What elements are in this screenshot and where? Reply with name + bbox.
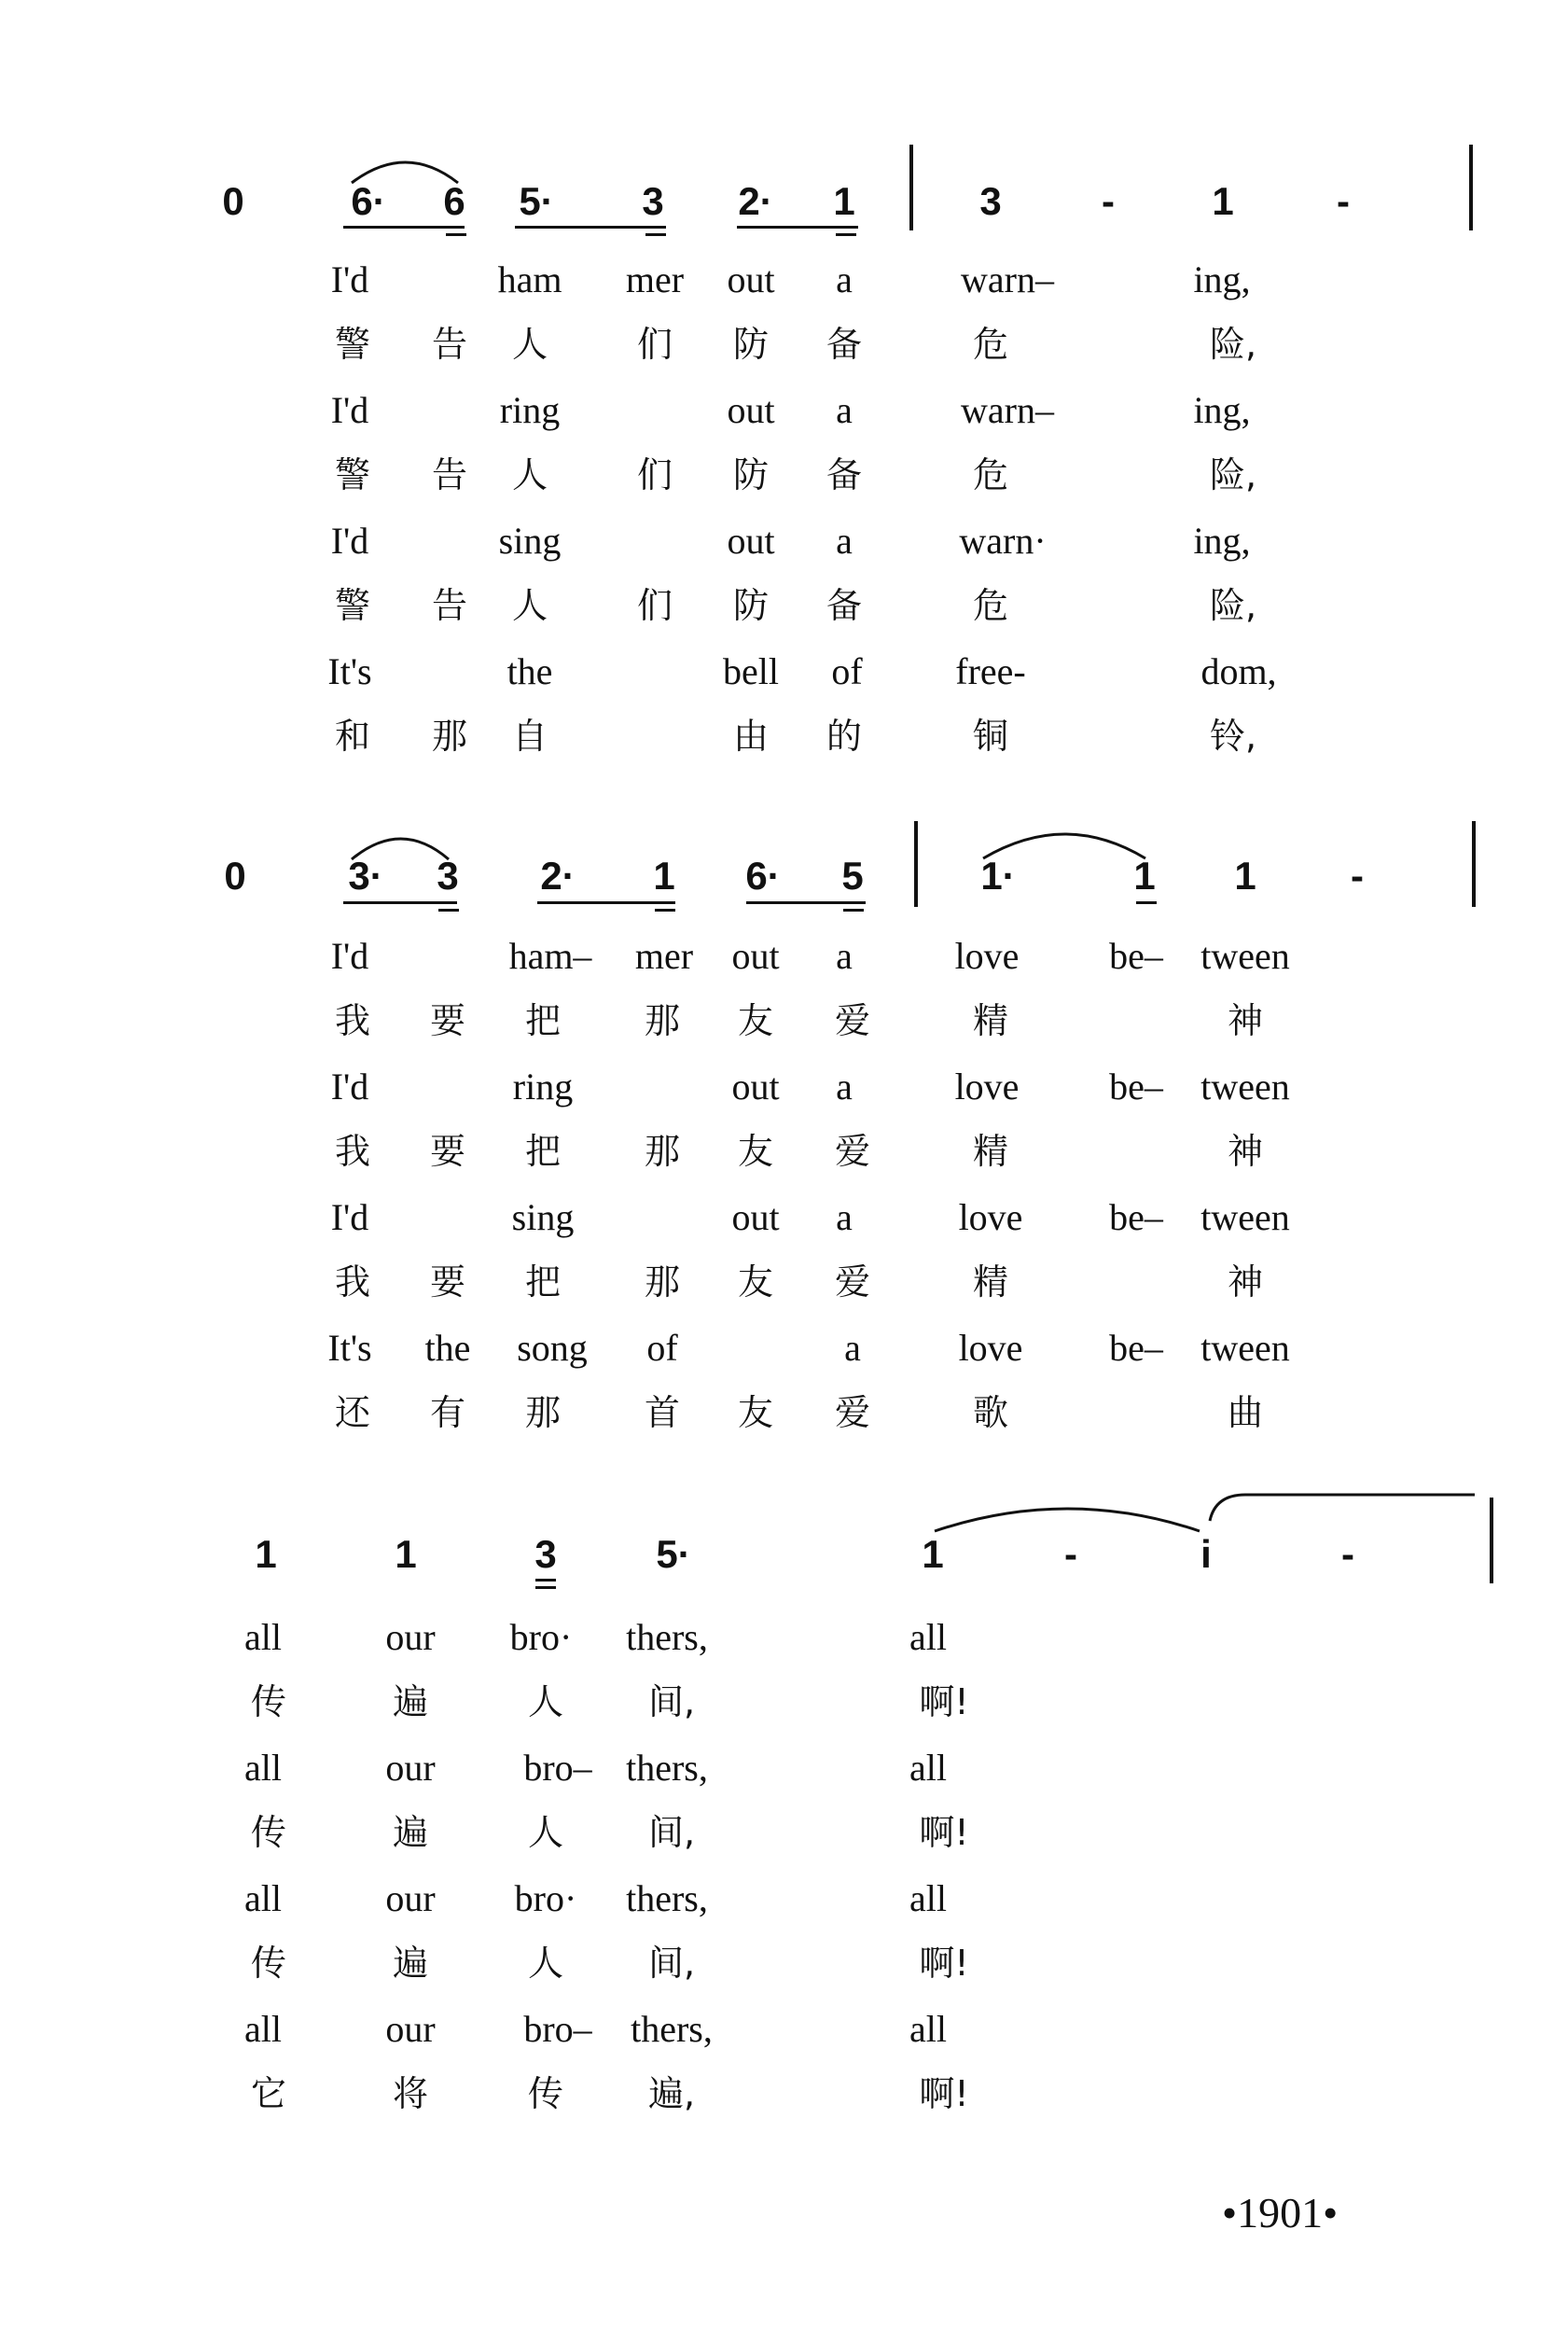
lyric: thers, <box>626 1877 708 1919</box>
lyric-zh: 神 <box>1227 1261 1264 1303</box>
lyric-zh: 有 <box>429 1392 466 1433</box>
lyric-zh: 那 <box>524 1392 562 1433</box>
note: 1 <box>1234 854 1256 898</box>
lyric-zh: 传 <box>250 1681 287 1722</box>
lyric-zh: 警 <box>334 585 371 626</box>
lyric-zh: 们 <box>636 585 673 626</box>
lyric: all <box>244 1877 282 1919</box>
lyric-zh: 要 <box>429 1131 466 1172</box>
lyric-zh: 铜 <box>972 716 1009 757</box>
beam-underline <box>737 226 858 229</box>
lyric: out <box>727 520 775 562</box>
lyric: ham– <box>508 935 592 977</box>
note: 6· <box>351 179 386 223</box>
lyric-zh: 把 <box>524 1261 562 1303</box>
lyric: all <box>244 1747 282 1789</box>
lyric-zh: 防 <box>732 324 770 365</box>
lyric-zh: 那 <box>431 716 468 757</box>
lyric: tween <box>1200 1327 1290 1369</box>
lyric: all <box>244 1616 282 1658</box>
lyric-zh: 传 <box>250 1812 287 1853</box>
lyric-zh: 备 <box>826 585 863 626</box>
note: 1 <box>395 1532 417 1576</box>
lyric-zh: 那 <box>644 1261 681 1303</box>
beam-underline <box>515 226 666 229</box>
note: 3· <box>348 854 383 898</box>
lyric-zh: 它 <box>250 2073 287 2114</box>
lyric: thers, <box>626 1747 708 1789</box>
note: 5 <box>841 854 864 898</box>
lyric: I'd <box>330 389 369 431</box>
lyric: bro· <box>514 1877 577 1919</box>
lyric-zh: 危 <box>972 324 1009 365</box>
lyric-zh: 铃, <box>1209 716 1257 757</box>
lyric: tween <box>1200 1196 1290 1238</box>
lyric-zh: 传 <box>250 1943 287 1984</box>
lyric: love <box>958 1196 1023 1238</box>
tie-arc <box>1208 1491 1478 1528</box>
lyric: of <box>646 1327 678 1369</box>
lyric: ing, <box>1193 520 1251 562</box>
note: i <box>1200 1532 1212 1576</box>
lyric-zh: 人 <box>511 454 548 495</box>
lyric: out <box>731 935 780 977</box>
lyric: sing <box>511 1196 575 1238</box>
lyric: out <box>731 1066 780 1108</box>
lyric: of <box>831 650 863 692</box>
lyric: love <box>954 1066 1020 1108</box>
lyric: sing <box>498 520 562 562</box>
lyric: tween <box>1200 935 1290 977</box>
lyric-zh: 备 <box>826 324 863 365</box>
note: - <box>1102 179 1115 223</box>
note: 3 <box>437 854 459 898</box>
beam-underline <box>535 1579 556 1582</box>
beam-underline <box>343 901 457 904</box>
lyric-zh: 间, <box>647 1681 696 1722</box>
lyric: warn· <box>959 520 1047 562</box>
lyric: mer <box>625 258 685 300</box>
lyric: ham <box>497 258 562 300</box>
lyric: our <box>385 1616 436 1658</box>
lyric-zh: 遍 <box>392 1812 429 1853</box>
beam-underline <box>836 233 856 236</box>
lyric-zh: 们 <box>636 454 673 495</box>
lyric: It's <box>327 1327 372 1369</box>
barline <box>909 145 913 230</box>
lyric: bro– <box>523 2008 592 2050</box>
lyric-zh: 遍 <box>392 1681 429 1722</box>
note: 5· <box>656 1532 691 1576</box>
lyric: love <box>958 1327 1023 1369</box>
lyric-zh: 我 <box>334 1261 371 1303</box>
lyric-zh: 神 <box>1227 1000 1264 1041</box>
lyric-zh: 间, <box>647 1943 696 1984</box>
lyric-zh: 人 <box>527 1943 564 1984</box>
lyric: thers, <box>631 2008 713 2050</box>
lyric: be– <box>1109 1066 1163 1108</box>
note: 1 <box>653 854 675 898</box>
lyric-zh: 我 <box>334 1000 371 1041</box>
lyric: song <box>517 1327 588 1369</box>
lyric-zh: 精 <box>972 1131 1009 1172</box>
lyric: our <box>385 2008 436 2050</box>
lyric-zh: 啊! <box>919 2073 969 2114</box>
barline <box>914 821 918 907</box>
lyric: a <box>836 520 853 562</box>
lyric-zh: 爱 <box>834 1261 871 1303</box>
beam-underline <box>343 226 465 229</box>
lyric-zh: 告 <box>431 585 468 626</box>
note: - <box>1064 1532 1077 1576</box>
lyric-zh: 间, <box>647 1812 696 1853</box>
note: 0 <box>222 179 244 223</box>
lyric-zh: 精 <box>972 1261 1009 1303</box>
lyric: all <box>909 1877 947 1919</box>
lyric-zh: 险, <box>1209 454 1257 495</box>
lyric: bell <box>723 650 779 692</box>
note: 1 <box>833 179 855 223</box>
lyric-zh: 友 <box>737 1261 774 1303</box>
note: 1 <box>255 1532 277 1576</box>
lyric-zh: 和 <box>334 716 371 757</box>
lyric-zh: 人 <box>527 1812 564 1853</box>
lyric-zh: 爱 <box>834 1000 871 1041</box>
lyric-zh: 险, <box>1209 324 1257 365</box>
lyric: warn– <box>961 258 1054 300</box>
beam-underline <box>746 901 866 904</box>
lyric-zh: 将 <box>392 2073 429 2114</box>
lyric: a <box>836 389 853 431</box>
note: - <box>1337 179 1350 223</box>
note: 0 <box>224 854 246 898</box>
note: - <box>1341 1532 1354 1576</box>
lyric-zh: 还 <box>334 1392 371 1433</box>
beam-underline <box>535 1586 556 1589</box>
lyric: all <box>244 2008 282 2050</box>
page-number: •1901• <box>1222 2189 1339 2236</box>
lyric: free- <box>955 650 1026 692</box>
lyric: be– <box>1109 935 1163 977</box>
lyric: I'd <box>330 520 369 562</box>
lyric: the <box>424 1327 471 1369</box>
lyric: our <box>385 1877 436 1919</box>
note: 1 <box>1212 179 1234 223</box>
lyric: ing, <box>1193 389 1251 431</box>
lyric-zh: 曲 <box>1227 1392 1264 1433</box>
lyric-zh: 防 <box>732 585 770 626</box>
lyric-zh: 告 <box>431 324 468 365</box>
lyric: It's <box>327 650 372 692</box>
lyric-zh: 我 <box>334 1131 371 1172</box>
lyric: be– <box>1109 1327 1163 1369</box>
lyric-zh: 友 <box>737 1131 774 1172</box>
beam-underline <box>446 233 466 236</box>
lyric-zh: 遍 <box>392 1943 429 1984</box>
barline <box>1490 1498 1493 1583</box>
beam-underline <box>537 901 675 904</box>
beam-underline <box>843 909 864 912</box>
lyric: bro– <box>523 1747 592 1789</box>
lyric: I'd <box>330 1196 369 1238</box>
lyric-zh: 们 <box>636 324 673 365</box>
lyric: I'd <box>330 935 369 977</box>
lyric-zh: 危 <box>972 454 1009 495</box>
note: 6 <box>443 179 465 223</box>
lyric: I'd <box>330 258 369 300</box>
lyric-zh: 防 <box>732 454 770 495</box>
lyric-zh: 遍, <box>647 2073 696 2114</box>
lyric-zh: 把 <box>524 1131 562 1172</box>
lyric: ring <box>499 389 561 431</box>
lyric: dom, <box>1200 650 1277 692</box>
lyric-zh: 精 <box>972 1000 1009 1041</box>
lyric: ring <box>512 1066 574 1108</box>
lyric-zh: 歌 <box>972 1392 1009 1433</box>
lyric: love <box>954 935 1020 977</box>
beam-underline <box>438 909 459 912</box>
note: 3 <box>642 179 664 223</box>
lyric: a <box>836 935 853 977</box>
lyric-zh: 要 <box>429 1261 466 1303</box>
lyric: all <box>909 2008 947 2050</box>
beam-underline <box>655 909 675 912</box>
lyric: out <box>731 1196 780 1238</box>
lyric-zh: 神 <box>1227 1131 1264 1172</box>
lyric-zh: 传 <box>527 2073 564 2114</box>
lyric-zh: 人 <box>527 1681 564 1722</box>
note: 1· <box>980 854 1016 898</box>
lyric-zh: 危 <box>972 585 1009 626</box>
note: 1 <box>1133 854 1156 898</box>
lyric: be– <box>1109 1196 1163 1238</box>
lyric: thers, <box>626 1616 708 1658</box>
note: 3 <box>979 179 1002 223</box>
lyric: warn– <box>961 389 1054 431</box>
lyric-zh: 啊! <box>919 1812 969 1853</box>
note: 1 <box>922 1532 944 1576</box>
lyric: mer <box>634 935 694 977</box>
beam-underline <box>645 233 666 236</box>
note: 5· <box>519 179 554 223</box>
note: 2· <box>540 854 576 898</box>
lyric: I'd <box>330 1066 369 1108</box>
lyric: all <box>909 1747 947 1789</box>
lyric-zh: 啊! <box>919 1681 969 1722</box>
lyric-zh: 警 <box>334 454 371 495</box>
lyric-zh: 由 <box>732 716 770 757</box>
lyric-zh: 自 <box>511 716 548 757</box>
lyric: tween <box>1200 1066 1290 1108</box>
lyric-zh: 告 <box>431 454 468 495</box>
lyric-zh: 把 <box>524 1000 562 1041</box>
lyric: out <box>727 258 775 300</box>
note: 6· <box>745 854 781 898</box>
lyric-zh: 备 <box>826 454 863 495</box>
lyric: bro· <box>509 1616 573 1658</box>
lyric-zh: 啊! <box>919 1943 969 1984</box>
lyric-zh: 爱 <box>834 1131 871 1172</box>
lyric-zh: 要 <box>429 1000 466 1041</box>
lyric-zh: 人 <box>511 585 548 626</box>
lyric-zh: 友 <box>737 1392 774 1433</box>
lyric-zh: 友 <box>737 1000 774 1041</box>
lyric-zh: 险, <box>1209 585 1257 626</box>
lyric-zh: 的 <box>826 716 863 757</box>
lyric: a <box>836 1066 853 1108</box>
note: 2· <box>738 179 773 223</box>
barline <box>1472 821 1476 907</box>
note: - <box>1351 854 1364 898</box>
lyric: all <box>909 1616 947 1658</box>
lyric-zh: 首 <box>644 1392 681 1433</box>
beam-underline <box>1136 901 1157 904</box>
lyric: out <box>727 389 775 431</box>
lyric-zh: 警 <box>334 324 371 365</box>
lyric-zh: 爱 <box>834 1392 871 1433</box>
lyric: a <box>836 258 853 300</box>
lyric-zh: 那 <box>644 1131 681 1172</box>
lyric: our <box>385 1747 436 1789</box>
lyric-zh: 那 <box>644 1000 681 1041</box>
lyric: a <box>836 1196 853 1238</box>
lyric-zh: 人 <box>511 324 548 365</box>
note: 3 <box>534 1532 557 1576</box>
lyric: a <box>844 1327 861 1369</box>
lyric: ing, <box>1193 258 1251 300</box>
barline <box>1469 145 1473 230</box>
lyric: the <box>506 650 553 692</box>
tie-arc <box>933 1498 1203 1535</box>
